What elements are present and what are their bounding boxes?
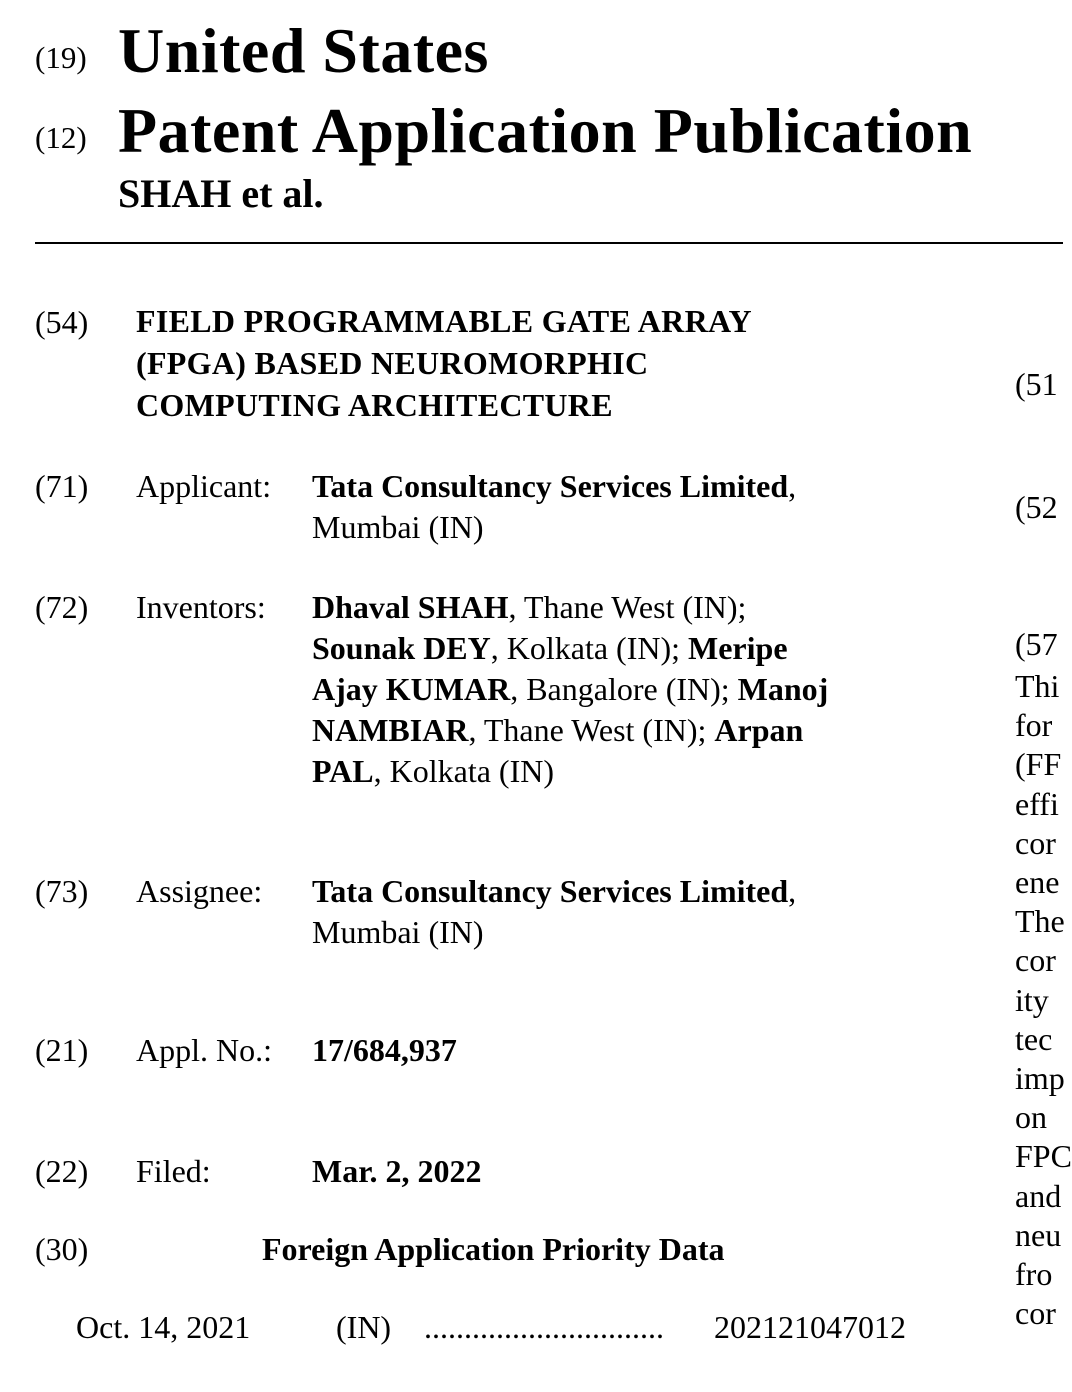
assignee-location: Mumbai (IN) xyxy=(312,914,484,950)
inventors-label: Inventors: xyxy=(136,589,266,625)
title-line: FIELD PROGRAMMABLE GATE ARRAY xyxy=(136,303,752,339)
inid-code-22: (22) xyxy=(35,1153,89,1189)
filed-label: Filed: xyxy=(136,1153,211,1189)
abstract-line: imp xyxy=(1015,1060,1065,1097)
inid-code-71: (71) xyxy=(35,468,89,504)
abstract-line: fro xyxy=(1015,1256,1053,1293)
abstract-line: ene xyxy=(1015,864,1060,901)
invention-title xyxy=(136,300,752,426)
inid-code-73: (73) xyxy=(35,873,89,909)
assignee-block: Tata Consultancy Services Limited, Mumbai (IN) xyxy=(312,871,796,953)
abstract-line: cor xyxy=(1015,942,1056,979)
inventor-line: NAMBIAR, Thane West (IN); Arpan xyxy=(312,712,804,748)
inid-code-72: (72) xyxy=(35,589,89,625)
assignee-label: Assignee: xyxy=(136,873,263,909)
title-line: (FPGA) BASED NEUROMORPHIC xyxy=(136,345,649,381)
header-divider xyxy=(35,242,1063,244)
applicant-location: Mumbai (IN) xyxy=(312,509,484,545)
country-heading: United States xyxy=(118,15,489,86)
publication-type-heading: Patent Application Publication xyxy=(118,95,973,166)
applicant-label: Applicant: xyxy=(136,468,272,504)
abstract-line: and xyxy=(1015,1177,1062,1214)
abstract-line: The xyxy=(1015,903,1065,940)
inid-code-19: (19) xyxy=(35,40,87,75)
title-line: COMPUTING ARCHITECTURE xyxy=(136,387,613,423)
appl-no-label: Appl. No.: xyxy=(136,1032,272,1068)
abstract-partial xyxy=(1015,667,1072,1333)
abstract-line: tec xyxy=(1015,1020,1053,1057)
inid-code-30: (30) xyxy=(35,1231,89,1267)
abstract-line: cor xyxy=(1015,824,1056,861)
abstract-line: neu xyxy=(1015,1216,1062,1253)
inid-code-51-partial: (51 xyxy=(1015,366,1058,402)
priority-dot-leader: .............................. xyxy=(424,1309,664,1345)
assignee-name: Tata Consultancy Services Limited xyxy=(312,873,789,909)
abstract-line: FPC xyxy=(1015,1138,1072,1175)
inventor-line: Ajay KUMAR, Bangalore (IN); Manoj xyxy=(312,671,829,707)
abstract-line: cor xyxy=(1015,1295,1056,1332)
filed-value: Mar. 2, 2022 xyxy=(312,1153,482,1189)
abstract-line: Thi xyxy=(1015,668,1060,704)
inventor-line: Sounak DEY, Kolkata (IN); Meripe xyxy=(312,630,788,666)
priority-heading: Foreign Application Priority Data xyxy=(262,1231,725,1267)
inventors-list xyxy=(312,587,828,792)
abstract-line: effi xyxy=(1015,785,1059,822)
inid-code-21: (21) xyxy=(35,1032,89,1068)
abstract-line: on xyxy=(1015,1099,1047,1136)
inventor-line: PAL, Kolkata (IN) xyxy=(312,753,554,789)
inid-code-12: (12) xyxy=(35,120,87,155)
abstract-line: (FF xyxy=(1015,746,1062,783)
priority-number: 202121047012 xyxy=(714,1309,906,1345)
inventor-line: Dhaval SHAH, Thane West (IN); xyxy=(312,589,747,625)
abstract-line: for xyxy=(1015,707,1053,744)
inid-code-52-partial: (52 xyxy=(1015,489,1058,525)
inid-code-57-partial: (57 xyxy=(1015,626,1058,662)
authors-heading: SHAH et al. xyxy=(118,171,324,216)
appl-no-value: 17/684,937 xyxy=(312,1032,457,1068)
priority-country: (IN) xyxy=(336,1309,392,1345)
abstract-line: ity xyxy=(1015,981,1049,1018)
applicant-block: Tata Consultancy Services Limited, Mumbai (IN) xyxy=(312,466,796,548)
applicant-name: Tata Consultancy Services Limited xyxy=(312,468,789,504)
priority-date: Oct. 14, 2021 xyxy=(76,1309,251,1345)
inid-code-54: (54) xyxy=(35,304,89,340)
